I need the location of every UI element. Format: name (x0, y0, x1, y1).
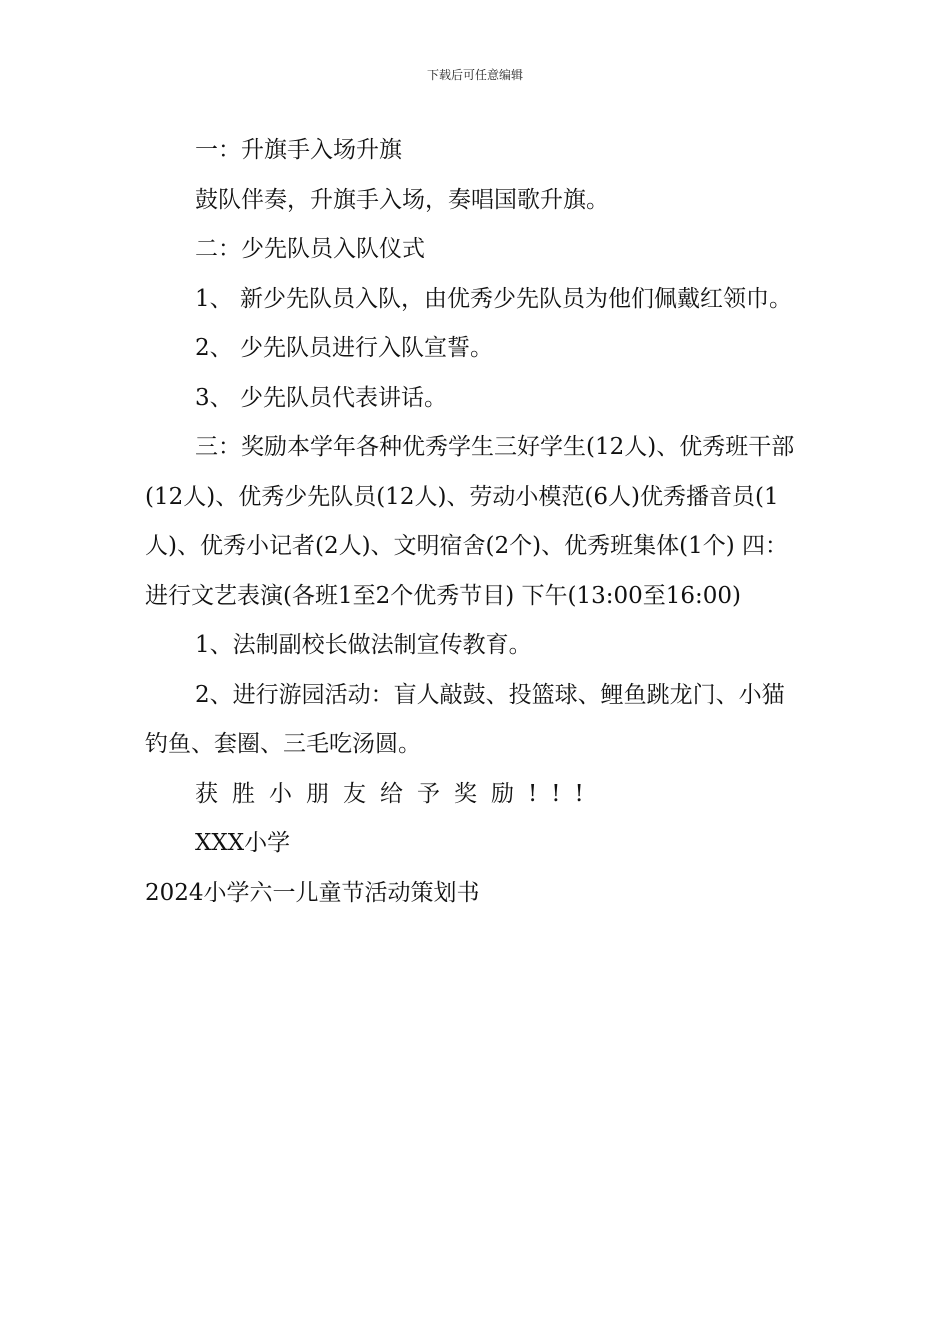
afternoon-item-1: 1、法制副校长做法制宣传教育。 (195, 632, 532, 658)
paragraph-flag-raising: 鼓队伴奏，升旗手入场，奏唱国歌升旗。 (195, 186, 609, 213)
header-note: 下载后可任意编辑 (426, 68, 523, 82)
document-body (145, 126, 810, 918)
list-item-2: 2、 少先队员进行入队宣誓。 (195, 335, 493, 361)
school-name: XXX小学 (195, 830, 291, 856)
section-3-paragraph: 三：奖励本学年各种优秀学生三好学生(12人)、优秀班干部(12人)、优秀少先队员(12人)、劳动小模范(6人)优秀播音员(1人)、优秀小记者(2人)、文明宿舍(2个)、优秀班集体(1个) 四：进行文艺表演(各班1至2个优秀节目) 下午(13:00至16:00) (145, 434, 795, 609)
section-1-heading: 一：升旗手入场升旗 (195, 137, 402, 163)
award-line: 获胜小朋友给予奖励!!! (195, 780, 598, 807)
list-item-3: 3、 少先队员代表讲话。 (195, 384, 447, 411)
document-title: 2024小学六一儿童节活动策划书 (145, 879, 480, 906)
afternoon-item-2: 2、进行游园活动：盲人敲鼓、投篮球、鲤鱼跳龙门、小猫 钓鱼、套圈、三毛吃汤圆。 (145, 681, 785, 757)
section-2-heading: 二：少先队员入队仪式 (195, 236, 425, 262)
list-item-1: 1、 新少先队员入队，由优秀少先队员为他们佩戴红领巾。 (195, 285, 792, 312)
